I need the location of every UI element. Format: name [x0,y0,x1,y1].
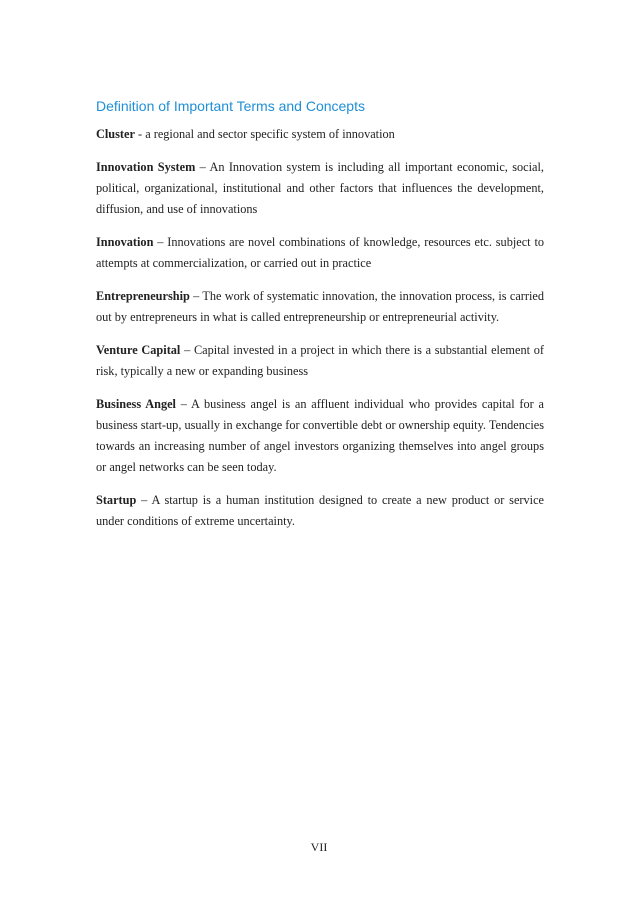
terms-list [96,124,544,544]
term-name: Venture Capital [96,343,181,357]
term-entry-business-angel [96,394,544,478]
term-definition: Capital invested in a project in which there is a substantial element of risk, typically a new or expanding business [96,343,544,378]
term-separator: – [189,289,203,303]
term-entry-innovation-system [96,157,544,220]
term-definition: The work of systematic innovation, the innovation process, is carried out by entrepreneurs in what is called entrepreneurship or entrepreneurial activity. [96,289,544,324]
term-entry-innovation [96,232,544,274]
section-heading: Definition of Important Terms and Concepts [96,98,365,114]
term-separator: – [195,160,210,174]
term-entry-entrepreneurship [96,286,544,328]
term-definition: Innovations are novel combinations of knowledge, resources etc. subject to attempts at commercialization, or carried out in practice [96,235,545,270]
term-definition: a regional and sector specific system of innovation [145,127,395,141]
term-name: Startup [96,493,137,507]
page-number: VII [310,840,328,854]
term-separator: – [180,343,194,357]
term-separator: - [134,127,146,141]
term-definition: A business angel is an affluent individual who provides capital for a business start-up, usually in exchange for convertible debt or ownership equity. Tendencies towards an increasing number of angel investors organizing themselves into angel groups or angel networks can be seen today. [96,397,545,474]
term-separator: – [136,493,152,507]
term-name: Entrepreneurship [96,289,190,303]
term-separator: – [175,397,192,411]
term-entry-startup [96,490,544,532]
term-name: Cluster [96,127,135,141]
term-entry-venture-capital [96,340,544,382]
term-name: Innovation System [96,160,196,174]
term-definition: A startup is a human institution designed to create a new product or service under conditions of extreme uncertainty. [96,493,544,528]
term-definition: An Innovation system is including all important economic, social, political, organizational, institutional and other factors that influences the development, diffusion, and use of innovations [96,160,544,216]
term-name: Business Angel [96,397,176,411]
term-separator: – [153,235,168,249]
term-name: Innovation [96,235,154,249]
term-entry-cluster [96,124,544,145]
